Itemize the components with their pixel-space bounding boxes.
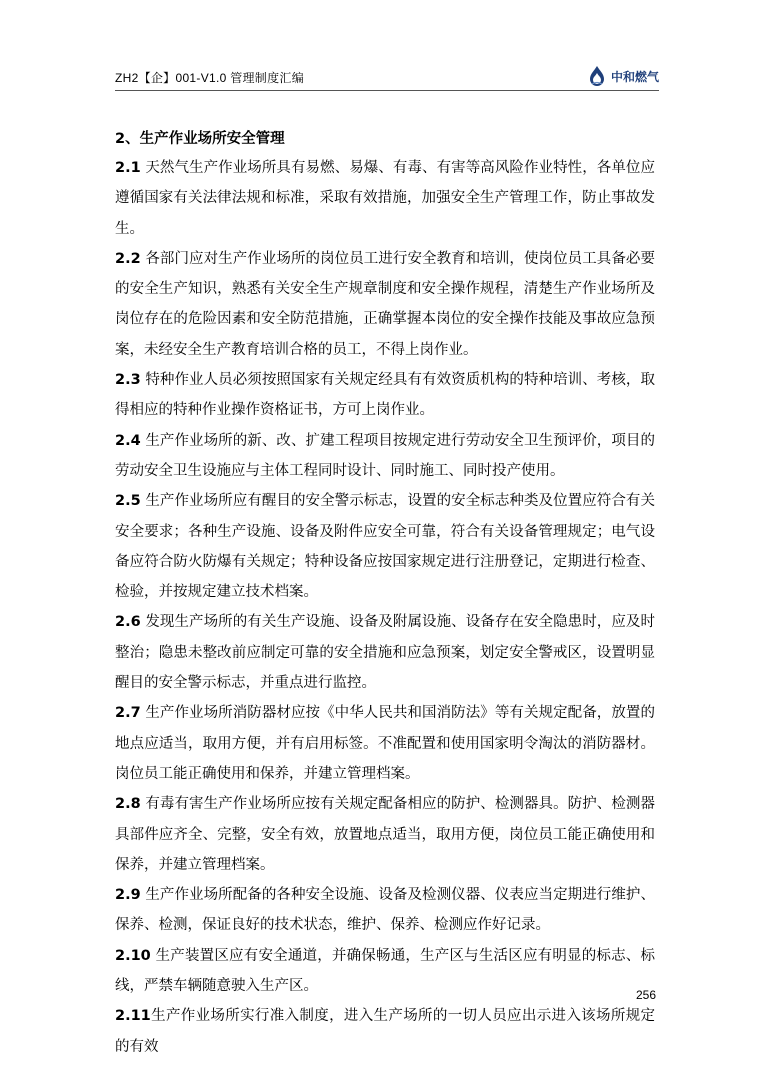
- clause-number: 2.9: [115, 887, 141, 904]
- section-title: 2、生产作业场所安全管理: [115, 131, 285, 147]
- clause-text: 生产装置区应有安全通道，并确保畅通，生产区与生活区应有明显的标志、标线，严禁车辆随意驶入生产区。: [115, 947, 655, 995]
- clause-paragraph: [115, 698, 655, 789]
- clause-paragraph: [115, 426, 655, 487]
- clause-text: 生产作业场所的新、改、扩建工程项目按规定进行劳动安全卫生预评价，项目的劳动安全卫生设施应与主体工程同时设计、同时施工、同时投产使用。: [115, 432, 655, 479]
- clause-number: 2.6: [115, 614, 141, 631]
- clause-text: 有毒有害生产作业场所应按有关规定配备相应的防护、检测器具。防护、检测器具部件应齐全、完整，安全有效，放置地点适当，取用方便，岗位员工能正确使用和保养，并建立管理档案。: [115, 796, 655, 873]
- clause-paragraph: [115, 486, 655, 607]
- clause-number: 2.2: [115, 250, 141, 267]
- clause-text: 发现生产场所的有关生产设施、设备及附属设施、设备存在安全隐患时，应及时整治；隐患未整改前应制定可靠的安全措施和应急预案，划定安全警戒区，设置明显醒目的安全警示标志，并重点进行监控。: [115, 614, 655, 692]
- flame-drop-icon: [586, 65, 608, 87]
- clause-text: 生产作业场所实行准入制度，进入生产场所的一切人员应出示进入该场所规定的有效: [115, 1008, 655, 1055]
- document-body: [115, 153, 655, 1062]
- clause-number: 2.3: [115, 372, 141, 389]
- document-title: ZH2【企】001-V1.0 管理制度汇编: [115, 71, 305, 85]
- clause-paragraph: [115, 365, 655, 426]
- clause-paragraph: [115, 1001, 655, 1062]
- clause-number: 2.7: [115, 705, 141, 722]
- clause-number: 2.8: [115, 796, 141, 813]
- clause-text: 各部门应对生产作业场所的岗位员工进行安全教育和培训，使岗位员工具备必要的安全生产知识，熟悉有关安全生产规章制度和安全操作规程，清楚生产作业场所及岗位存在的危险因素和安全防范措施，正确掌握本岗位的安全操作技能及事故应急预案，未经安全生产教育培训合格的员工，不得上岗作业。: [115, 250, 655, 358]
- company-logo: [586, 65, 659, 87]
- clause-number: 2.1: [115, 160, 141, 176]
- clause-text: 生产作业场所应有醒目的安全警示标志，设置的安全标志种类及位置应符合有关安全要求；各种生产设施、设备及附件应安全可靠，符合有关设备管理规定；电气设备应符合防火防爆有关规定；特种设备应按国家规定进行注册登记，定期进行检查、检验，并按规定建立技术档案。: [115, 493, 655, 601]
- clause-paragraph: [115, 880, 655, 941]
- clause-paragraph: [115, 607, 655, 698]
- clause-number: 2.11: [115, 1008, 151, 1025]
- clause-number: 2.4: [115, 432, 141, 449]
- clause-number: 2.10: [115, 947, 151, 964]
- page-header: [115, 62, 659, 91]
- clause-paragraph: [115, 153, 655, 244]
- clause-paragraph: [115, 941, 655, 1002]
- page-number: 256: [635, 988, 656, 1002]
- clause-text: 生产作业场所配备的各种安全设施、设备及检测仪器、仪表应当定期进行维护、保养、检测，保证良好的技术状态，维护、保养、检测应作好记录。: [115, 887, 655, 934]
- clause-paragraph: [115, 789, 655, 880]
- logo-text: 中和燃气: [610, 69, 659, 84]
- clause-text: 特种作业人员必须按照国家有关规定经具有有效资质机构的特种培训、考核，取得相应的特种作业操作资格证书，方可上岗作业。: [115, 372, 655, 419]
- clause-paragraph: [115, 244, 655, 365]
- clause-number: 2.5: [115, 493, 141, 510]
- clause-text: 天然气生产作业场所具有易燃、易爆、有毒、有害等高风险作业特性，各单位应遵循国家有关法律法规和标准，采取有效措施，加强安全生产管理工作，防止事故发生。: [115, 160, 655, 237]
- clause-text: 生产作业场所消防器材应按《中华人民共和国消防法》等有关规定配备，放置的地点应适当，取用方便，并有启用标签。不准配置和使用国家明令淘汰的消防器材。岗位员工能正确使用和保养，并建立管理档案。: [115, 705, 655, 782]
